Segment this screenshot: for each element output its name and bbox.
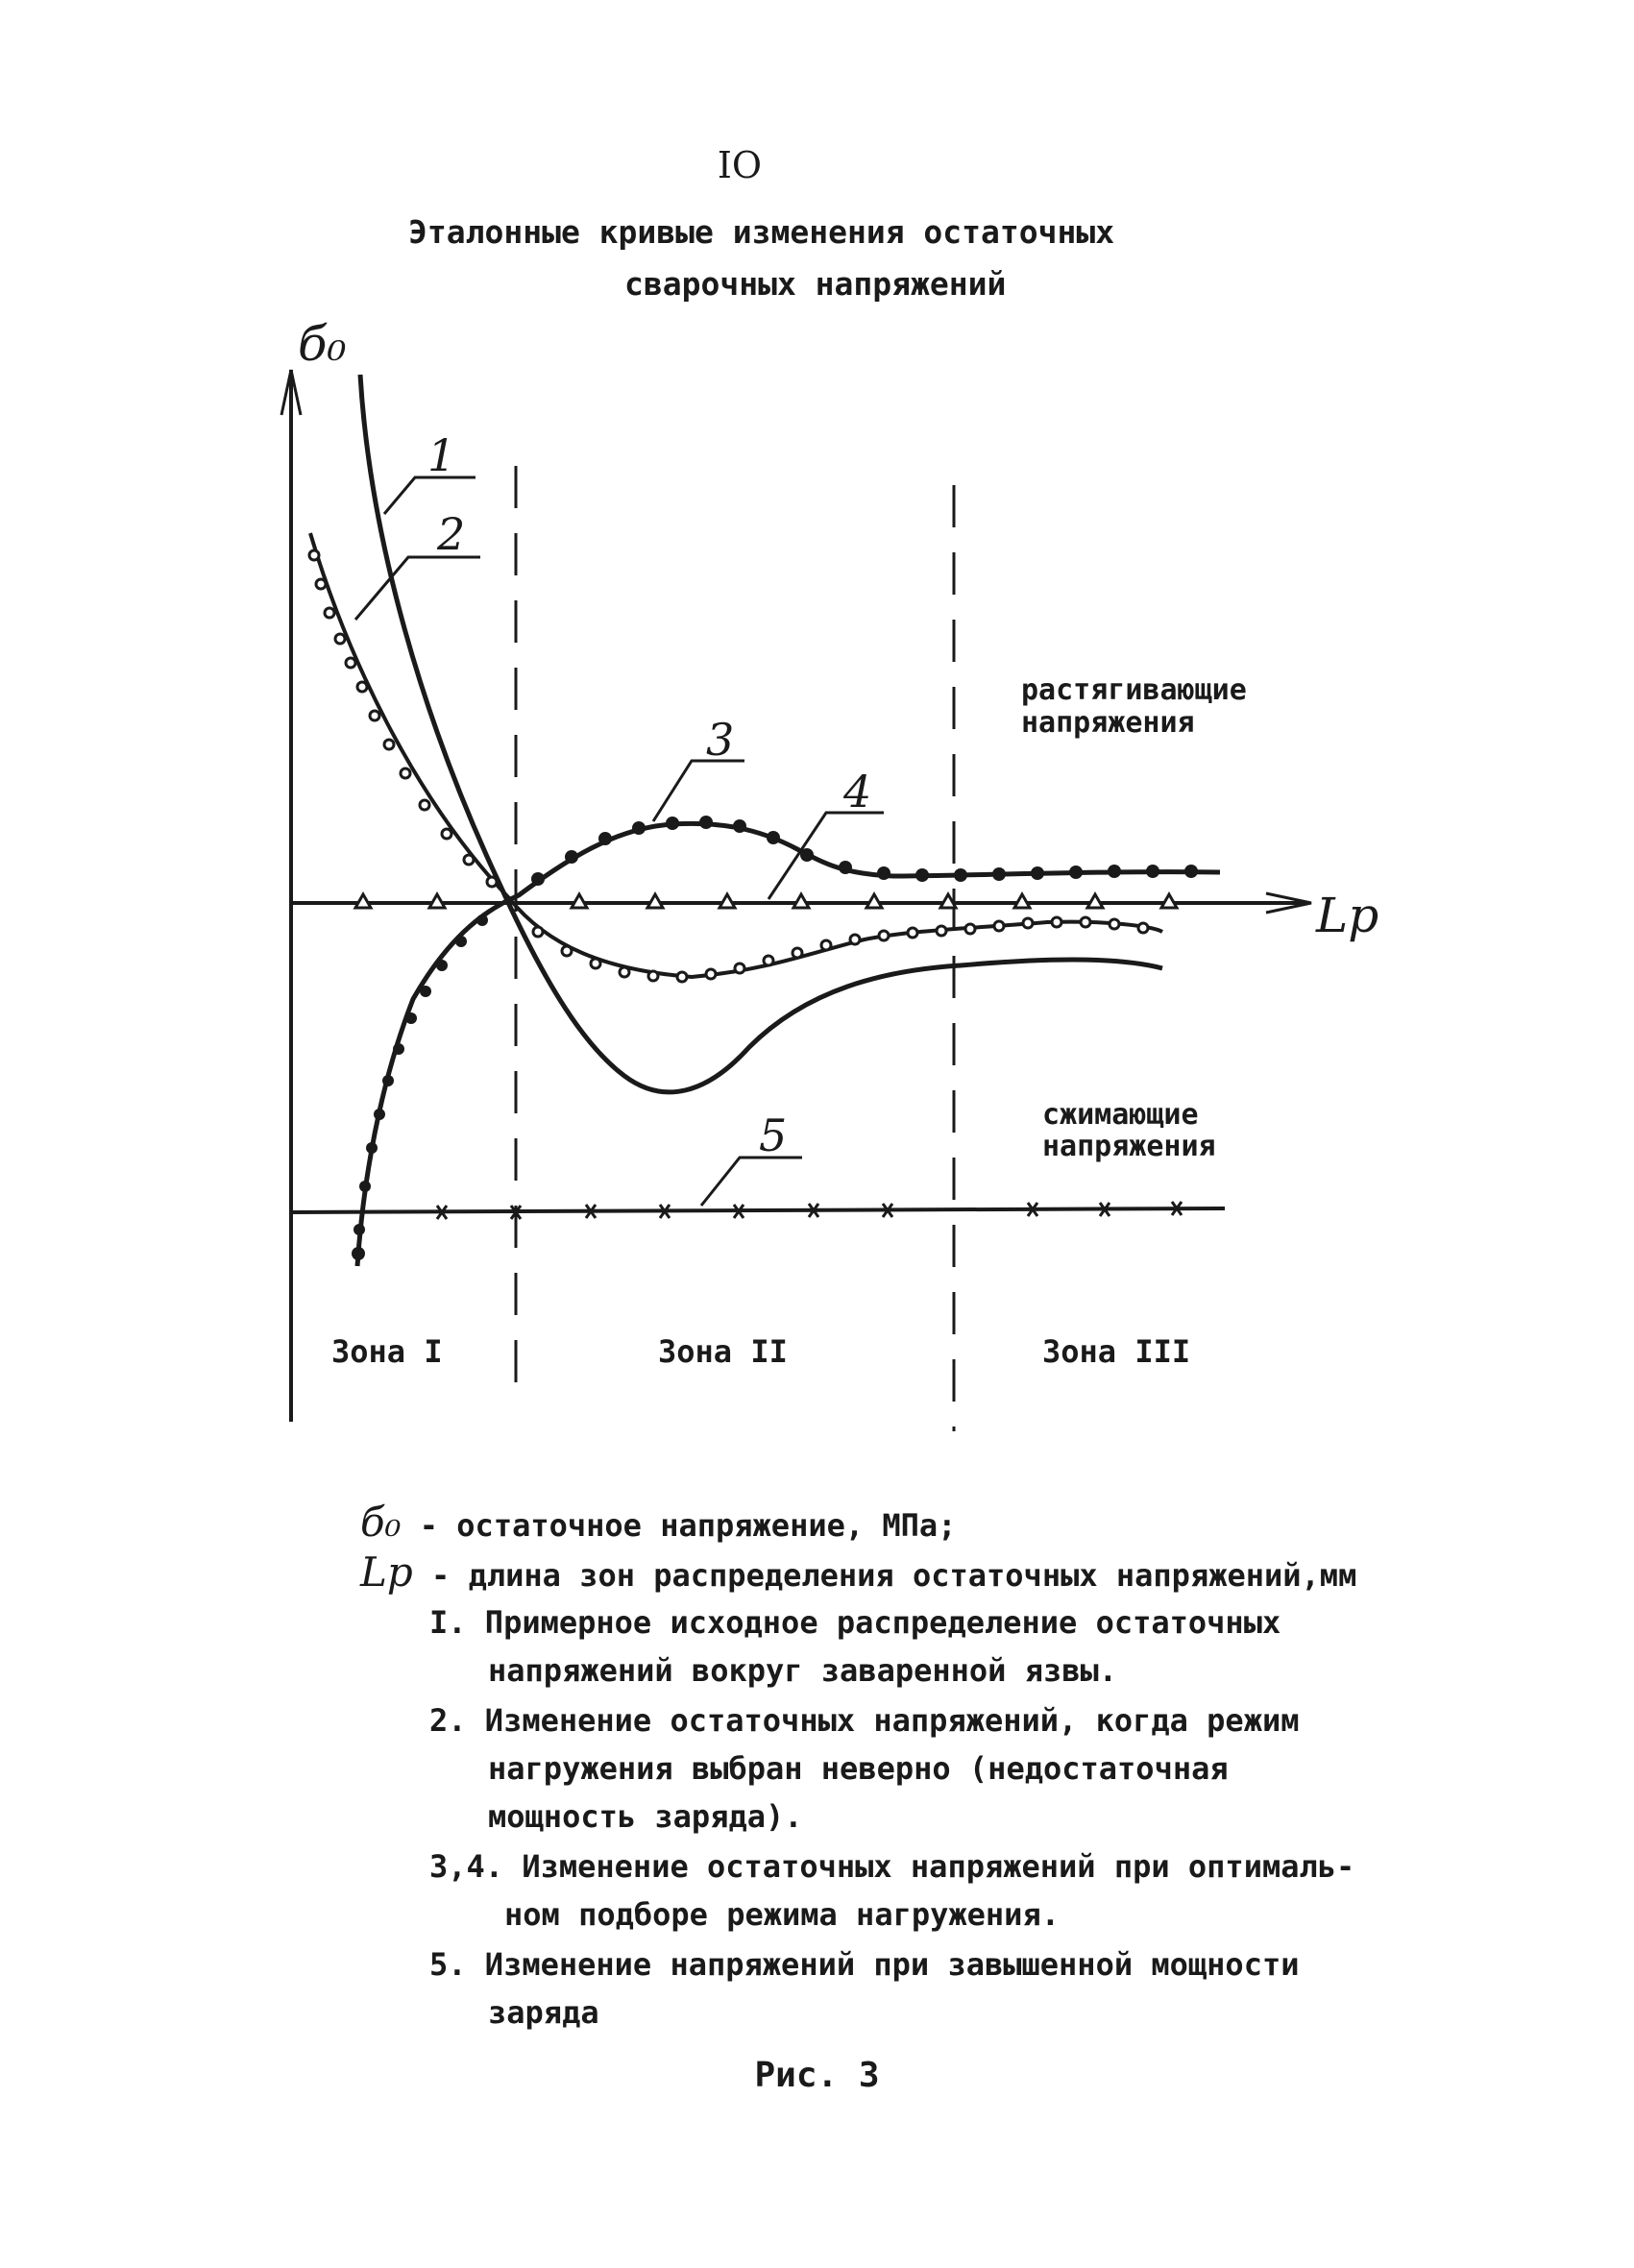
curve-2-marker — [879, 931, 889, 940]
curve-3-marker — [1031, 866, 1044, 880]
curve-3-marker — [877, 866, 890, 880]
curve-2-marker — [591, 959, 600, 968]
curve-2-marker — [533, 927, 543, 937]
curve-3-marker — [992, 867, 1006, 881]
curve-3-markers — [352, 816, 1198, 1260]
curve-3-marker — [632, 821, 646, 835]
legend-item-34-line2: ном подборе режима нагружения. — [504, 1896, 1060, 1933]
curve-2-marker — [442, 829, 451, 839]
legend-sigma — [360, 1499, 956, 1546]
legend-item-34-line1: 3,4. Изменение остаточных напряжений при оптималь- — [429, 1848, 1355, 1885]
curve-4-marker — [866, 894, 882, 908]
curve-3-marker — [800, 848, 814, 862]
lp-symbol: Lp — [360, 1549, 413, 1596]
curve-2-marker — [464, 855, 474, 865]
curve-2-marker — [420, 800, 429, 810]
curve-4-marker — [355, 894, 371, 908]
curve-2-marker — [384, 740, 394, 749]
figure-title-line1: Эталонные кривые изменения остаточных — [408, 213, 1115, 251]
curve-3-marker — [767, 831, 780, 844]
curve-3-marker — [374, 1109, 385, 1120]
curve-4-marker — [793, 894, 809, 908]
curve-2-marker — [706, 969, 716, 979]
legend-item-5-line1: 5. Изменение напряжений при завышенной мощности — [429, 1946, 1300, 1983]
curve-3-marker — [531, 872, 545, 886]
figure-caption: Рис. 3 — [754, 2056, 880, 2095]
curve-3-marker — [1069, 866, 1083, 879]
curve-4-marker — [1014, 894, 1030, 908]
legend-item-2-line1: 2. Изменение остаточных напряжений, когда режим — [429, 1702, 1300, 1739]
curve-2-marker — [487, 877, 497, 887]
curve-3-marker — [352, 1247, 365, 1260]
legend-item-1-line2: напряжений вокруг заваренной язвы. — [488, 1652, 1118, 1689]
lp-description: - длина зон распределения остаточных напряжений,мм — [431, 1557, 1357, 1594]
page-number: IO — [717, 144, 763, 186]
curve-2-marker — [735, 963, 744, 973]
legend-item-2-line3: мощность заряда). — [488, 1798, 803, 1835]
curve-2-marker — [793, 948, 802, 958]
curve-3-marker — [1108, 865, 1121, 878]
curve-2-marker — [937, 926, 946, 936]
curve-3-marker — [565, 850, 578, 864]
curve-3-marker — [436, 960, 448, 971]
curve-2-marker — [1138, 923, 1148, 933]
curve-3 — [357, 823, 1220, 1266]
y-axis-label: б₀ — [298, 316, 347, 372]
curve-3-marker — [1146, 865, 1159, 878]
leader-4 — [768, 813, 884, 899]
curve-2-marker — [677, 972, 687, 982]
curve-2-marker — [325, 608, 334, 618]
curve-2-marker — [316, 579, 326, 589]
legend-item-1-line1: I. Примерное исходное распределение остаточных — [429, 1604, 1281, 1641]
curve-3-marker — [598, 832, 612, 845]
curve-3-marker — [915, 868, 929, 882]
curve-2-marker — [965, 924, 975, 934]
curve-2-marker — [562, 946, 572, 956]
curve-3-marker — [382, 1075, 394, 1086]
curve-2-marker — [1023, 918, 1033, 928]
curve-label-5: 5 — [759, 1110, 788, 1161]
curve-5 — [291, 1208, 1225, 1212]
curve-2-marker — [309, 550, 319, 560]
leader-2 — [355, 557, 480, 620]
legend-item-2-line2: нагружения выбран неверно (недостаточная — [488, 1750, 1229, 1787]
leader-5 — [701, 1158, 802, 1206]
curve-label-1: 1 — [427, 429, 456, 481]
curve-label-4: 4 — [843, 766, 872, 817]
tensile-label-line2: напряжения — [1021, 706, 1195, 740]
curve-2 — [310, 533, 1162, 977]
curve-3-marker — [359, 1181, 371, 1192]
curve-3-marker — [354, 1224, 365, 1235]
curve-2-marker — [821, 940, 831, 950]
x-axis-label: Lp — [1316, 888, 1379, 943]
curve-2-marker — [357, 682, 367, 692]
compressive-label-line2: напряжения — [1042, 1130, 1216, 1163]
curve-4-marker — [1161, 894, 1177, 908]
tensile-label-line1: растягивающие — [1021, 673, 1247, 707]
curve-4-marker — [647, 894, 663, 908]
sigma-description: - остаточное напряжение, МПа; — [419, 1507, 957, 1544]
curve-2-marker — [994, 921, 1004, 931]
curve-2-marker — [620, 967, 629, 977]
curve-3-marker — [366, 1142, 378, 1154]
curve-3-marker — [476, 915, 488, 926]
curve-2-markers — [309, 550, 1148, 982]
curve-3-marker — [1184, 865, 1198, 878]
legend-lp — [360, 1549, 1356, 1596]
curve-2-marker — [850, 935, 860, 944]
curve-3-marker — [405, 1012, 417, 1024]
curve-2-marker — [346, 658, 355, 668]
curve-2-marker — [648, 971, 658, 981]
curve-4-marker — [429, 894, 445, 908]
curve-4-marker — [719, 894, 735, 908]
curve-2-marker — [1081, 917, 1090, 927]
zone-2-label: Зона II — [658, 1333, 788, 1370]
curve-3-marker — [455, 936, 467, 947]
curve-label-3: 3 — [706, 714, 735, 766]
curve-2-marker — [335, 634, 345, 644]
curve-2-marker — [764, 956, 773, 965]
curve-3-marker — [733, 819, 746, 833]
curve-3-marker — [393, 1043, 404, 1055]
curve-3-marker — [954, 868, 967, 882]
curve-2-marker — [1052, 917, 1061, 927]
curve-2-marker — [1110, 919, 1119, 929]
leader-3 — [653, 761, 744, 821]
curve-2-marker — [908, 928, 917, 938]
curve-2-marker — [401, 768, 410, 778]
compressive-label-line1: сжимающие — [1042, 1098, 1199, 1132]
curve-label-2: 2 — [437, 508, 466, 560]
curve-4-marker — [1087, 894, 1103, 908]
figure-title-line2: сварочных напряжений — [624, 265, 1007, 303]
curve-3-marker — [420, 986, 431, 997]
sigma-symbol: б₀ — [360, 1499, 402, 1546]
curve-4-marker — [572, 894, 587, 908]
zone-1-label: Зона I — [331, 1333, 443, 1370]
curve-3-marker — [666, 817, 679, 830]
curve-3-marker — [839, 861, 852, 874]
curve-3-marker — [699, 816, 713, 829]
legend-item-5-line2: заряда — [488, 1994, 599, 2031]
zone-3-label: Зона III — [1042, 1333, 1191, 1370]
curve-2-marker — [370, 711, 379, 720]
